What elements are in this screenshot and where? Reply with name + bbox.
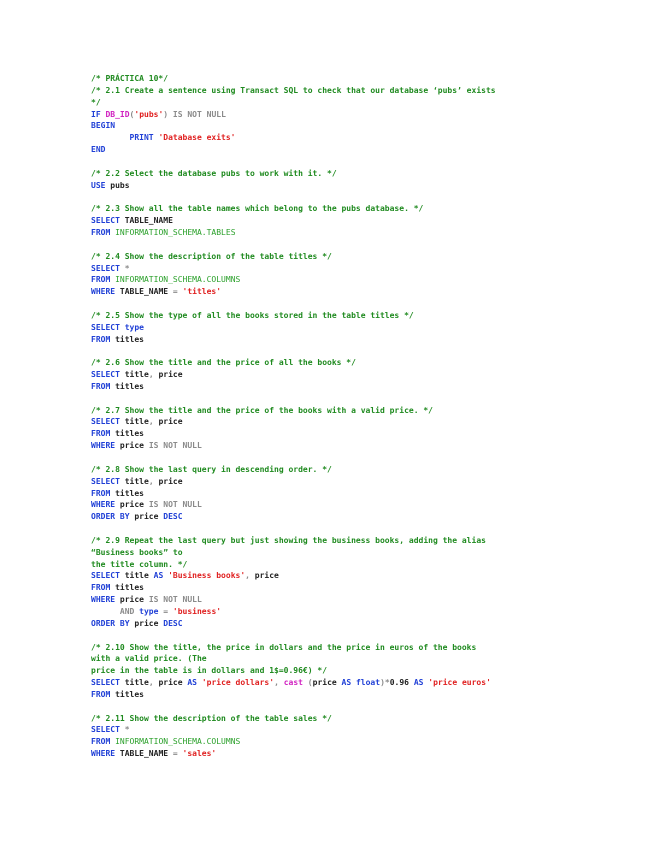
code-comment: /* 2.6 Show the title and the price of all the books */ [91, 358, 356, 368]
code-line [91, 523, 611, 535]
sql-keyword: SELECT [91, 263, 125, 273]
code-line [91, 618, 611, 630]
identifier: price [312, 678, 342, 688]
code-line [91, 736, 611, 748]
code-line [91, 488, 611, 500]
identifier: price [134, 512, 164, 522]
code-line [91, 440, 611, 452]
code-line [91, 144, 611, 156]
identifier: price [158, 417, 183, 427]
sql-operator: , [148, 370, 159, 380]
identifier: titles [115, 429, 144, 439]
string-literal: 'price euros' [428, 678, 491, 688]
code-comment: the title column. */ [91, 559, 188, 569]
identifier: titles [115, 689, 144, 699]
identifier: price [119, 595, 149, 605]
sql-keyword: WHERE [91, 441, 120, 451]
code-line [91, 168, 611, 180]
sql-keyword: FROM [91, 227, 116, 237]
code-line [91, 547, 611, 559]
code-line [91, 653, 611, 665]
identifier: title [124, 476, 149, 486]
code-line [91, 405, 611, 417]
sql-operator: )* [380, 678, 390, 688]
code-line [91, 452, 611, 464]
sql-keyword: SELECT [91, 216, 125, 226]
identifier: title [124, 370, 149, 380]
sql-keyword: WHERE [91, 500, 120, 510]
code-comment: /* 2.8 Show the last query in descending order. */ [91, 464, 332, 474]
identifier: price [158, 370, 183, 380]
function-name: cast [283, 678, 308, 688]
sql-keyword: FROM [91, 334, 116, 344]
code-line [91, 677, 611, 689]
sql-keyword: float [355, 678, 381, 688]
sql-operator: , [245, 571, 255, 581]
code-comment: /* PRÁCTICA 10*/ [91, 74, 169, 83]
code-line [91, 132, 611, 144]
sql-operator: , [148, 417, 159, 427]
sql-operator: IS NOT NULL [148, 500, 202, 510]
code-line [91, 310, 611, 322]
sql-keyword: IF [91, 109, 106, 119]
string-literal: 'titles' [182, 287, 222, 297]
identifier: price [158, 678, 188, 688]
code-line [91, 109, 611, 121]
string-literal: 'price dollars' [201, 678, 275, 688]
sql-keyword: SELECT [91, 370, 125, 380]
code-comment: /* 2.2 Select the database pubs to work with it. */ [91, 168, 337, 178]
code-line [91, 263, 611, 275]
sql-keyword: type [139, 606, 164, 616]
sql-code-listing [91, 73, 611, 760]
sql-keyword: SELECT [91, 476, 125, 486]
sql-keyword: FROM [91, 737, 116, 747]
code-line [91, 582, 611, 594]
sql-keyword: type [124, 322, 144, 332]
code-line [91, 369, 611, 381]
string-literal: 'business' [172, 606, 222, 616]
system-object-name: INFORMATION_SCHEMA.COLUMNS [115, 737, 241, 747]
code-line [91, 120, 611, 132]
code-comment: /* 2.10 Show the title, the price in dollars and the price in euros of the books [91, 642, 477, 652]
sql-keyword: FROM [91, 583, 116, 593]
sql-keyword: ORDER BY [91, 512, 135, 522]
string-literal: 'Database exits' [158, 133, 236, 143]
code-line [91, 298, 611, 310]
code-line [91, 701, 611, 713]
sql-keyword: FROM [91, 275, 116, 285]
code-line [91, 606, 611, 618]
code-line [91, 464, 611, 476]
code-line [91, 322, 611, 334]
code-line [91, 73, 611, 85]
code-comment: */ [91, 97, 101, 107]
sql-operator: ( [307, 678, 313, 688]
identifier: TABLE_NAME [119, 749, 173, 759]
code-line [91, 180, 611, 192]
string-literal: 'sales' [182, 749, 217, 759]
sql-operator: IS NOT NULL [148, 441, 202, 451]
sql-keyword: WHERE [91, 287, 120, 297]
code-line [91, 156, 611, 168]
code-line [91, 724, 611, 736]
sql-keyword: FROM [91, 488, 116, 498]
sql-keyword: SELECT [91, 417, 125, 427]
sql-keyword: BEGIN [91, 121, 116, 131]
sql-keyword: FROM [91, 381, 116, 391]
sql-operator: = [163, 606, 173, 616]
identifier: 0.96 [389, 678, 414, 688]
code-line [91, 748, 611, 760]
sql-keyword: SELECT [91, 725, 125, 735]
code-comment: /* 2.3 Show all the table names which belong to the pubs database. */ [91, 204, 424, 214]
code-line [91, 203, 611, 215]
identifier: title [124, 571, 154, 581]
string-literal: 'Business books' [168, 571, 246, 581]
code-comment: /* 2.9 Repeat the last query but just showing the business books, adding the alias [91, 535, 486, 545]
identifier: titles [115, 488, 144, 498]
code-line [91, 713, 611, 725]
sql-keyword: AS [187, 678, 202, 688]
sql-keyword: WHERE [91, 595, 120, 605]
sql-keyword: DESC [163, 618, 183, 628]
code-line [91, 416, 611, 428]
identifier [91, 133, 130, 142]
code-line [91, 381, 611, 393]
system-object-name: INFORMATION_SCHEMA.COLUMNS [115, 275, 241, 285]
sql-operator: ( [129, 109, 135, 119]
identifier: TABLE_NAME [119, 287, 173, 297]
code-line [91, 227, 611, 239]
code-line [91, 499, 611, 511]
identifier [91, 607, 120, 616]
sql-operator: = [172, 287, 183, 297]
identifier: pubs [110, 180, 130, 190]
sql-keyword: PRINT [129, 133, 159, 143]
code-comment: /* 2.4 Show the description of the table titles */ [91, 251, 332, 261]
code-line [91, 97, 611, 109]
sql-keyword: DESC [163, 512, 183, 522]
identifier: titles [115, 334, 144, 344]
sql-operator: IS NOT NULL [148, 595, 202, 605]
code-line [91, 665, 611, 677]
identifier: TABLE_NAME [124, 216, 173, 226]
system-object-name: INFORMATION_SCHEMA.TABLES [115, 227, 236, 237]
code-line [91, 274, 611, 286]
identifier: price [134, 618, 164, 628]
code-line [91, 239, 611, 251]
code-line [91, 476, 611, 488]
sql-keyword: AS [341, 678, 356, 688]
code-line [91, 191, 611, 203]
code-line [91, 559, 611, 571]
string-literal: 'pubs' [134, 109, 164, 119]
sql-operator: * [124, 263, 130, 273]
code-comment: /* 2.11 Show the description of the table sales */ [91, 713, 332, 723]
function-name: DB_ID [105, 109, 130, 119]
code-comment: with a valid price. (The [91, 654, 207, 664]
code-line [91, 345, 611, 357]
sql-keyword: SELECT [91, 571, 125, 581]
identifier: price [254, 571, 279, 581]
sql-keyword: AS [413, 678, 429, 688]
code-line [91, 511, 611, 523]
sql-keyword: SELECT [91, 678, 125, 688]
sql-operator: , [274, 678, 284, 688]
code-line [91, 594, 611, 606]
sql-operator: ) IS NOT NULL [163, 109, 226, 119]
code-comment: “Business books” to [91, 547, 183, 557]
sql-keyword: FROM [91, 429, 116, 439]
sql-operator: = [172, 749, 183, 759]
sql-keyword: AS [153, 571, 169, 581]
code-line [91, 251, 611, 263]
code-line [91, 334, 611, 346]
code-line [91, 286, 611, 298]
identifier: title [124, 417, 149, 427]
sql-operator: , [148, 678, 159, 688]
code-line [91, 689, 611, 701]
sql-keyword: SELECT [91, 322, 125, 332]
code-comment: /* 2.5 Show the type of all the books stored in the table titles */ [91, 310, 414, 320]
code-line [91, 428, 611, 440]
code-line [91, 357, 611, 369]
sql-keyword: END [91, 145, 106, 155]
code-comment: /* 2.1 Create a sentence using Transact SQL to check that our database ‘pubs’ exists [91, 85, 496, 95]
identifier: titles [115, 583, 144, 593]
code-line [91, 630, 611, 642]
code-line [91, 85, 611, 97]
code-line [91, 393, 611, 405]
identifier: price [119, 441, 149, 451]
identifier: title [124, 678, 149, 688]
code-line [91, 215, 611, 227]
code-line [91, 570, 611, 582]
sql-operator: * [124, 725, 130, 735]
sql-keyword: USE [91, 180, 111, 190]
code-comment: price in the table is in dollars and 1$=0.96€) */ [91, 666, 328, 676]
sql-operator: , [148, 476, 159, 486]
sql-keyword: ORDER BY [91, 618, 135, 628]
identifier: price [119, 500, 149, 510]
identifier: price [158, 476, 183, 486]
code-line [91, 535, 611, 547]
sql-operator: AND [119, 606, 140, 616]
sql-keyword: WHERE [91, 749, 120, 759]
code-comment: /* 2.7 Show the title and the price of the books with a valid price. */ [91, 405, 433, 415]
identifier: titles [115, 381, 144, 391]
code-line [91, 642, 611, 654]
sql-keyword: FROM [91, 689, 116, 699]
